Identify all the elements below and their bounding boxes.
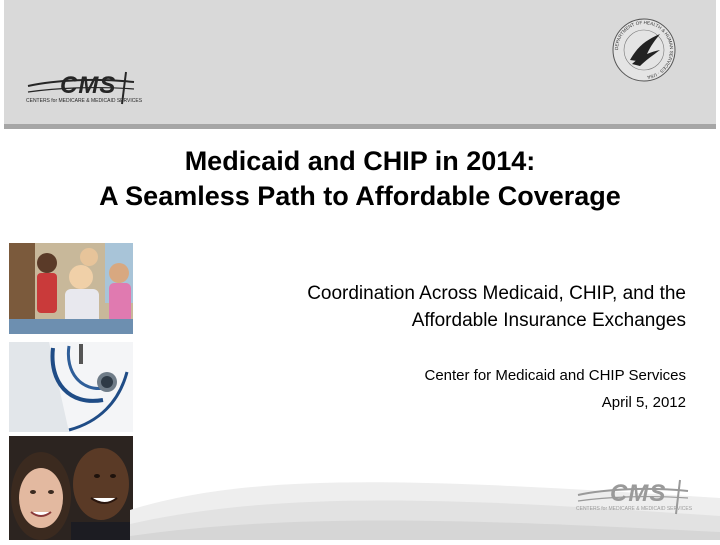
slide-subtitle-line-2: Affordable Insurance Exchanges [411,310,686,331]
presenter-organization: Center for Medicaid and CHIP Services [424,367,686,384]
cms-logo-text: CMS [60,72,117,99]
stethoscope-icon [9,342,133,432]
cms-logo-footer [576,478,692,518]
cms-logo-footer-text: CMS [610,480,667,507]
header-rule [4,124,716,129]
children-photo [9,243,133,334]
cms-logo-footer-tagline: CENTERS for MEDICARE & MEDICAID SERVICES [576,506,693,512]
children-photo-image [9,243,133,334]
cms-logo-tagline: CENTERS for MEDICARE & MEDICAID SERVICES [26,98,143,104]
hhs-seal-icon [610,16,678,84]
slide-title [40,144,680,214]
presentation-date: April 5, 2012 [601,394,686,411]
hhs-seal-text: DEPARTMENT OF HEALTH & HUMAN SERVICES · USA [613,19,675,80]
slide-subtitle-line-1: Coordination Across Medicaid, CHIP, and the [307,283,686,304]
slide-title-line-2: A Seamless Path to Affordable Coverage [99,181,621,211]
slide-title-line-1: Medicaid and CHIP in 2014: [184,146,536,176]
cms-logo [26,70,143,108]
slide-subtitle [166,280,686,334]
stethoscope-photo [9,342,133,432]
